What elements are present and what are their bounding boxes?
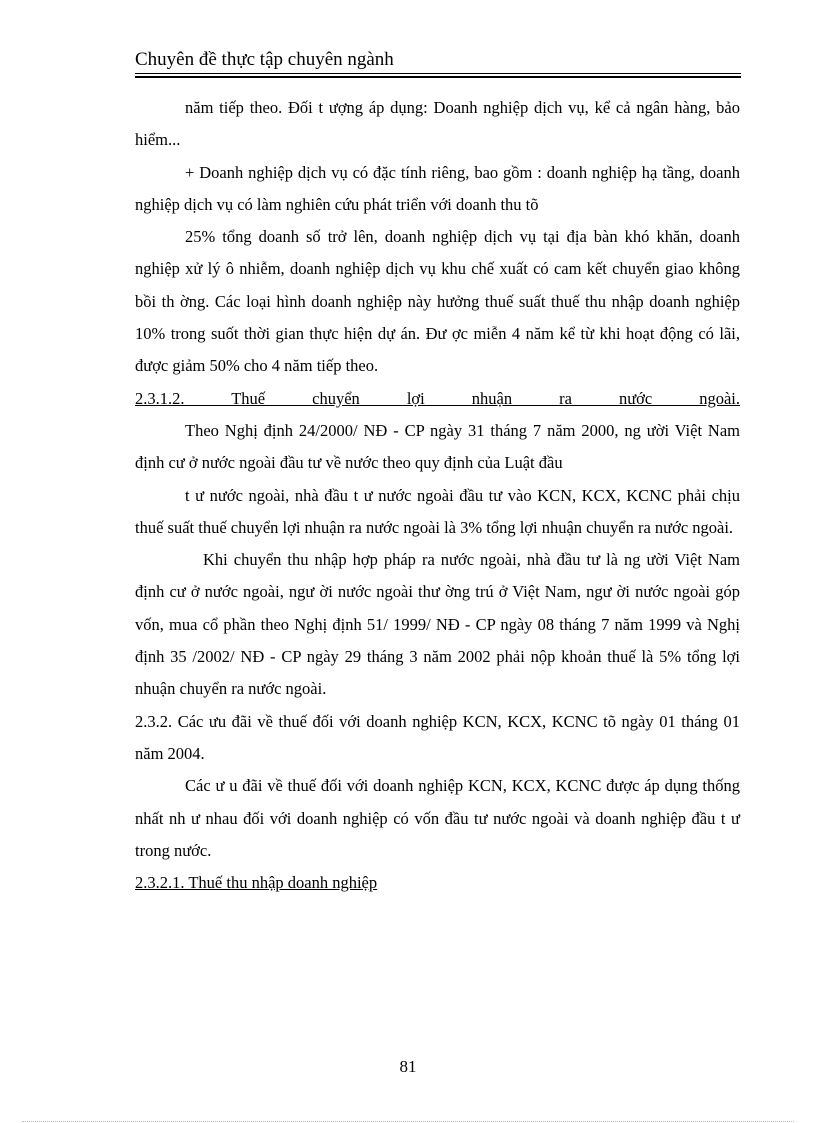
header-title: Chuyên đề thực tập chuyên ngành (135, 49, 394, 70)
paragraph-7: Các ư u đãi về thuế đối với doanh nghiệp KCN, KCX, KCNC được áp dụng thống nhất nh ư nhau đối với doanh nghiệp có vốn đầu tư nước ngoài và doanh nghiệp đầu t ư trong nước. (135, 776, 740, 860)
paragraph-4: Theo Nghị định 24/2000/ NĐ - CP ngày 31 tháng 7 năm 2000, ng ười Việt Nam định cư ở nước ngoài đầu tư về nước theo quy định của Luật đầu (135, 420, 740, 473)
paragraph-6: Khi chuyển thu nhập hợp pháp ra nước ngoài, nhà đầu tư là ng ười Việt Nam định cư ở nước ngoài, ngư ời nước ngoài thư ờng trú ở Việt Nam, ngư ời nước ngoài góp vốn, mua cổ phần theo Nghị định 51/ 1999/ NĐ - CP ngày 08 tháng 7 năm 1999 và Nghị định 35 /2002/ NĐ - CP ngày 29 tháng 3 năm 2002 phải nộp khoản thuế là 5% tổng lợi nhuận chuyển ra nước ngoài. (135, 550, 740, 699)
heading-text: 2.3.1.2. Thuế chuyển lợi nhuận ra nước ngoài. (135, 388, 740, 408)
section-heading-2-3-1-2 (135, 383, 740, 415)
header-rule-thin (135, 73, 741, 74)
paragraph-2: + Doanh nghiệp dịch vụ có đặc tính riêng, bao gồm : doanh nghiệp hạ tầng, doanh nghiệp dịch vụ có làm nghiên cứu phát triển với doanh thu tõ (135, 162, 740, 214)
section-heading-2-3-2: 2.3.2. Các ưu đãi về thuế đối với doanh nghiệp KCN, KCX, KCNC tõ ngày 01 tháng 01 năm 2004. (135, 711, 740, 763)
paragraph-5: t ư nước ngoài, nhà đầu t ư nước ngoài đầu tư vào KCN, KCX, KCNC phải chịu thuế suất thuế chuyển lợi nhuận ra nước ngoài là 3% tổng lợi nhuận chuyển ra nước ngoài. (135, 485, 740, 537)
page-number: 81 (399, 1057, 417, 1076)
paragraph-1: năm tiếp theo. Đối t ượng áp dụng: Doanh nghiệp dịch vụ, kể cả ngân hàng, bảo hiểm... (135, 98, 740, 150)
page-header (135, 48, 741, 78)
section-heading-2-3-2-1 (135, 867, 740, 899)
document-body (135, 92, 740, 899)
header-rule-thick (135, 76, 741, 78)
paragraph-3: 25% tổng doanh số trở lên, doanh nghiệp dịch vụ tại địa bàn khó khăn, doanh nghiệp xử lý ô nhiễm, doanh nghiệp dịch vụ khu chế xuất có cam kết chuyển giao không bồi th ờng. Các loại hình doanh nghiệp này hưởng thuế suất thuế thu nhập doanh nghiệp 10% trong suốt thời gian thực hiện dự án. Đư ợc miễn 4 năm kể từ khi hoạt động có lãi, được giảm 50% cho 4 năm tiếp theo. (135, 227, 740, 376)
page-bottom-border (22, 1121, 794, 1122)
heading-text: 2.3.2.1. Thuế thu nhập doanh nghiệp (135, 873, 378, 893)
